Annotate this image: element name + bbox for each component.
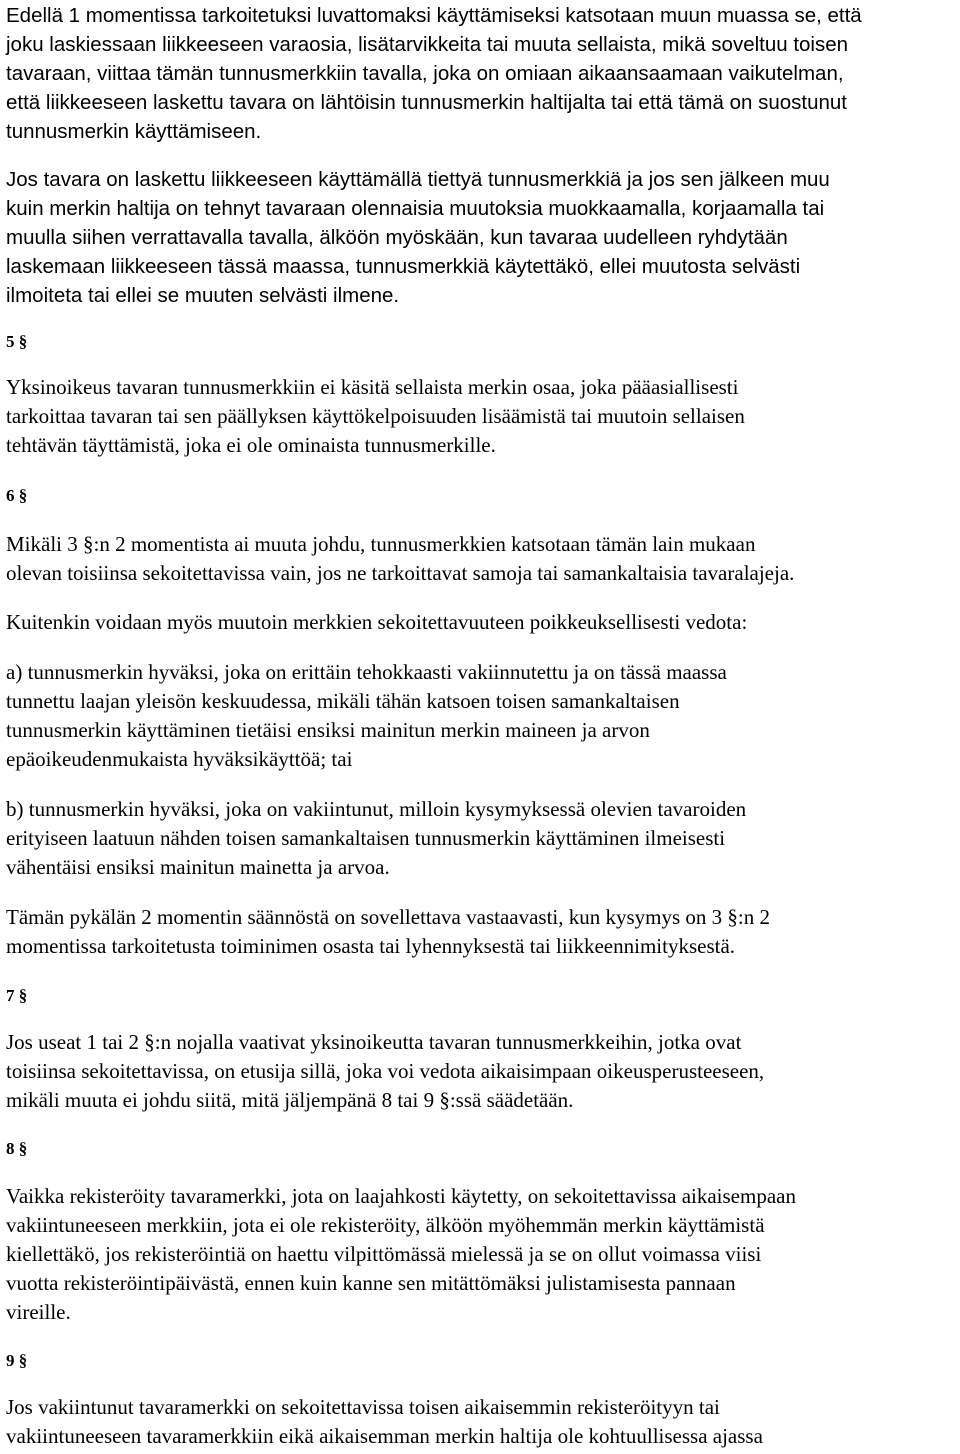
text-line: tavaraan, viittaa tämän tunnusmerkkiin tavalla, joka on omiaan aikaansaamaan vaikutelman,	[6, 62, 844, 85]
text-line: a) tunnusmerkin hyväksi, joka on erittäin tehokkaasti vakiinnutettu ja on tässä maassa	[6, 660, 727, 684]
text-line: mikäli muuta ei johdu siitä, mitä jäljempänä 8 tai 9 §:ssä säädetään.	[6, 1088, 574, 1112]
paragraph-9	[6, 1393, 763, 1451]
text-line: erityiseen laatuun nähden toisen samankaltaisen tunnusmerkin käyttäminen ilmeisesti	[6, 826, 726, 850]
text-line: Kuitenkin voidaan myös muutoin merkkien sekoitettavuuteen poikkeuksellisesti vedota:	[6, 610, 748, 634]
text-line: olevan toisiinsa sekoitettavissa vain, jos ne tarkoittavat samoja tai samankaltaisia tavaralajeja.	[6, 561, 795, 585]
text-line: tunnusmerkin käyttämiseen.	[6, 120, 262, 143]
section-heading-7: 7 §	[6, 986, 28, 1005]
paragraph-7	[6, 1028, 764, 1115]
paragraph-6-3	[6, 903, 770, 961]
paragraph-6-a	[6, 658, 727, 774]
paragraph-6-b	[6, 795, 746, 882]
paragraph-6-2	[6, 608, 747, 637]
section-heading-8: 8 §	[6, 1139, 28, 1158]
text-line: Jos useat 1 tai 2 §:n nojalla vaativat yksinoikeutta tavaran tunnusmerkkeihin, jotka ovat	[6, 1030, 742, 1054]
text-line: toisiinsa sekoitettavissa, on etusija sillä, joka voi vedota aikaisimpaan oikeusperusteeseen,	[6, 1059, 765, 1083]
text-line: Jos vakiintunut tavaramerkki on sekoitettavissa toisen aikaisemmin rekisteröityyn tai	[6, 1395, 720, 1419]
text-line: epäoikeudenmukaista hyväksikäyttöä; tai	[6, 747, 353, 771]
text-line: kiellettäkö, jos rekisteröintiä on haettu vilpittömässä mielessä ja se on ollut voimassa viisi	[6, 1242, 762, 1266]
text-line: ilmoiteta tai ellei se muuten selvästi ilmene.	[6, 284, 400, 307]
section-heading-6: 6 §	[6, 486, 28, 505]
text-line: kuin merkin haltija on tehnyt tavaraan olennaisia muutoksia muokkaamalla, korjaamalla tai	[6, 197, 825, 220]
text-line: tunnettu laajan yleisön keskuudessa, mikäli tähän katsoen toisen samankaltaisen	[6, 689, 680, 713]
text-line: tunnusmerkin käyttäminen tietäisi ensiksi mainitun merkin maineen ja arvon	[6, 718, 650, 742]
text-line: Mikäli 3 §:n 2 momentista ai muuta johdu, tunnusmerkkien katsotaan tämän lain mukaan	[6, 532, 756, 556]
text-line: vakiintuneeseen tavaramerkkiin eikä aikaisemman merkin haltija ole kohtuullisessa ajassa	[6, 1424, 763, 1448]
text-line: Yksinoikeus tavaran tunnusmerkkiin ei käsitä sellaista merkin osaa, joka pääasiallisesti	[6, 375, 739, 399]
text-line: momentissa tarkoitetusta toiminimen osasta tai lyhennyksestä tai liikkeennimityksestä.	[6, 934, 736, 958]
text-line: joku laskiessaan liikkeeseen varaosia, lisätarvikkeita tai muuta sellaista, mikä soveltuu toisen	[6, 33, 849, 56]
paragraph-6-1	[6, 530, 794, 588]
section-heading-9: 9 §	[6, 1351, 28, 1370]
paragraph-8	[6, 1182, 796, 1327]
text-line: muulla siihen verrattavalla tavalla, älköön myöskään, kun tavaraa uudelleen ryhdytään	[6, 226, 788, 249]
paragraph-4-4	[6, 165, 830, 310]
paragraph-5	[6, 373, 745, 460]
text-line: vireille.	[6, 1300, 71, 1324]
text-line: vähentäisi ensiksi mainitun mainetta ja arvoa.	[6, 855, 390, 879]
section-heading-5: 5 §	[6, 332, 28, 351]
text-line: että liikkeeseen laskettu tavara on lähtöisin tunnusmerkin haltijalta tai että tämä on suostunut	[6, 91, 847, 114]
text-line: laskemaan liikkeeseen tässä maassa, tunnusmerkkiä käytettäkö, ellei muutosta selvästi	[6, 255, 801, 278]
text-line: Tämän pykälän 2 momentin säännöstä on sovellettava vastaavasti, kun kysymys on 3 §:n 2	[6, 905, 771, 929]
text-line: tehtävän täyttämistä, joka ei ole ominaista tunnusmerkille.	[6, 433, 496, 457]
paragraph-4-3	[6, 1, 862, 146]
text-line: vakiintuneeseen merkkiin, jota ei ole rekisteröity, älköön myöhemmän merkin käyttämistä	[6, 1213, 765, 1237]
text-line: b) tunnusmerkin hyväksi, joka on vakiintunut, milloin kysymyksessä olevien tavaroiden	[6, 797, 747, 821]
text-line: Jos tavara on laskettu liikkeeseen käyttämällä tiettyä tunnusmerkkiä ja jos sen jälkeen muu	[6, 168, 830, 191]
text-line: vuotta rekisteröintipäivästä, ennen kuin kanne sen mitättömäksi julistamisesta pannaan	[6, 1271, 736, 1295]
text-line: Edellä 1 momentissa tarkoitetuksi luvattomaksi käyttämiseksi katsotaan muun muassa se, että	[6, 4, 862, 27]
text-line: tarkoittaa tavaran tai sen päällyksen käyttökelpoisuuden lisäämistä tai muutoin sellaisen	[6, 404, 745, 428]
text-line: Vaikka rekisteröity tavaramerkki, jota on laajahkosti käytetty, on sekoitettavissa aikaisempaan	[6, 1184, 796, 1208]
